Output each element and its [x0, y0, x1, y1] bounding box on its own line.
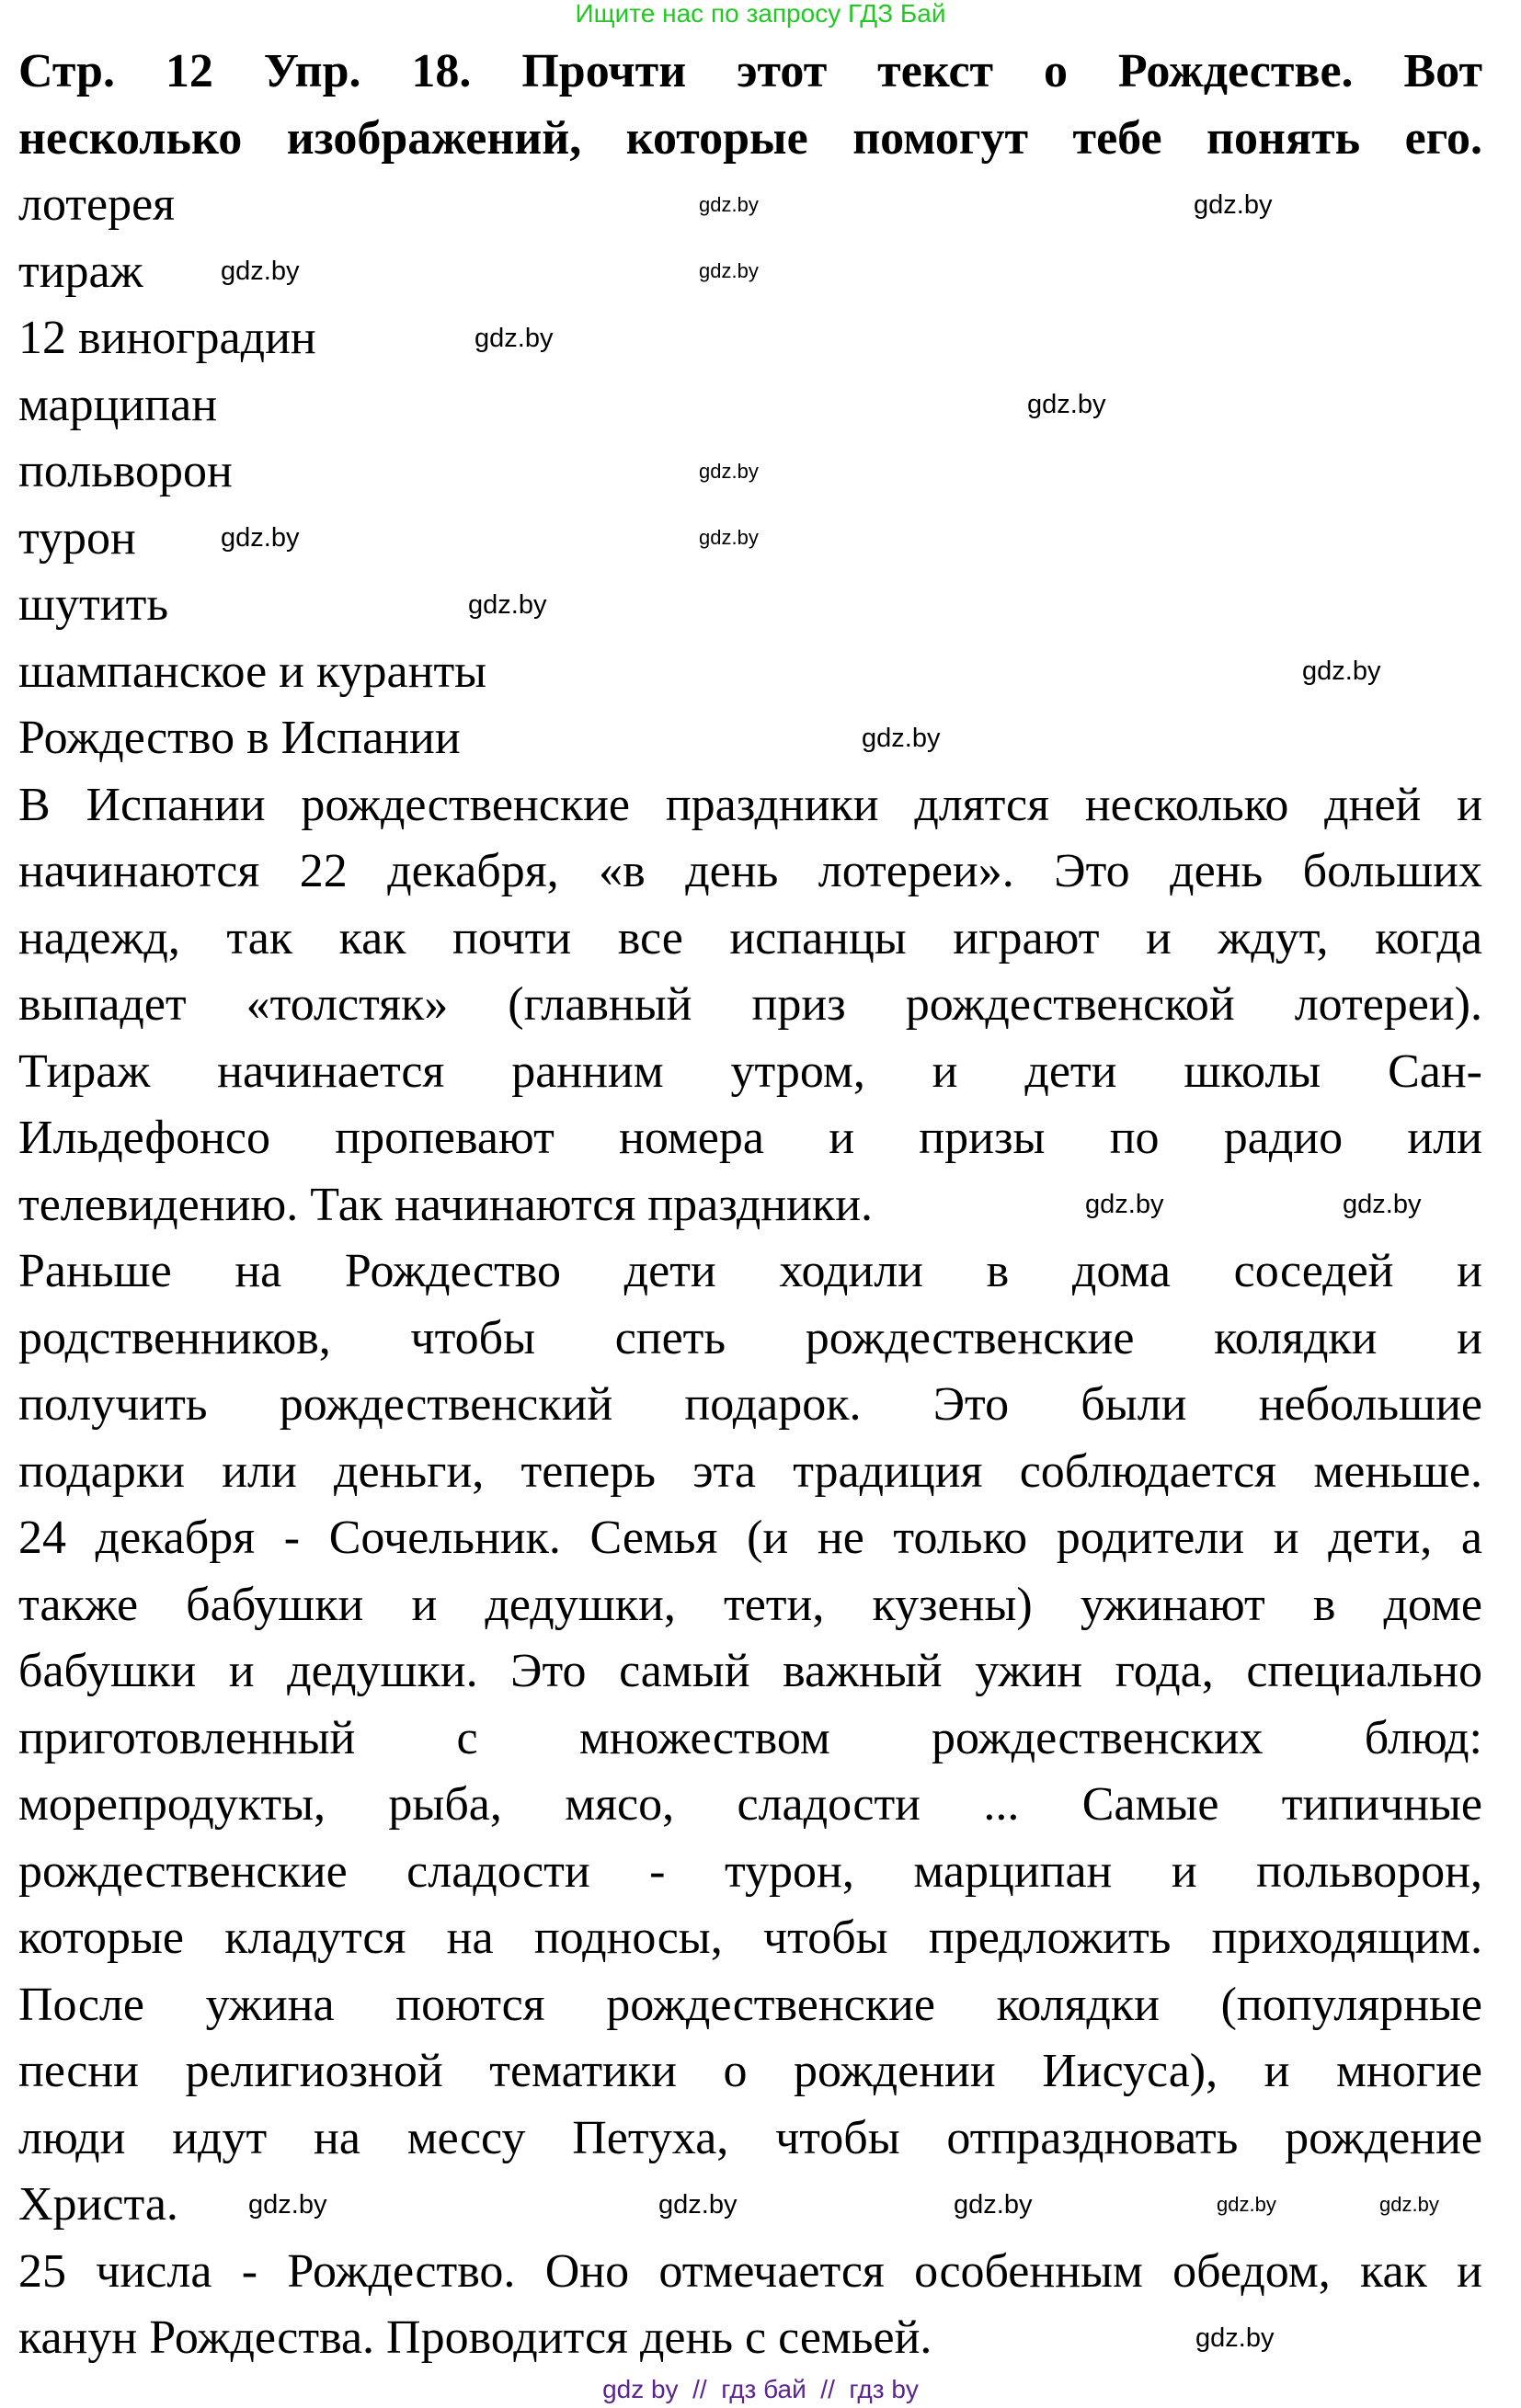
watermark: gdz.by [1217, 2193, 1276, 2216]
paragraph-line: выпадет «толстяк» (главный приз рождественской лотереи). [18, 978, 1482, 1031]
exercise-text [18, 39, 1482, 2372]
exercise-title-line: Стр. 12 Упр. 18. Прочти этот текст о Рождестве. Вот [18, 45, 1482, 97]
paragraph-line: которые кладутся на подносы, чтобы предложить приходящим. [18, 1912, 1482, 1964]
paragraph-line: подарки или деньги, теперь эта традиция соблюдается меньше. [18, 1444, 1482, 1498]
vocabulary-item: шампанское и куранты [18, 645, 487, 698]
paragraph-line: получить рождественский подарок. Это были небольшие [18, 1378, 1482, 1431]
paragraph-line: 25 числа - Рождество. Оно отмечается особенным обедом, как и [18, 2244, 1482, 2298]
paragraph-line: канун Рождества. Проводится день с семьей. [18, 2311, 932, 2364]
watermark: gdz.by [1379, 2193, 1439, 2216]
search-banner: Ищите нас по запросу ГДЗ Бай [575, 0, 946, 28]
vocabulary-item: польворон [18, 445, 233, 497]
watermark: gdz.by [862, 724, 941, 753]
vocabulary-item: марципан [18, 378, 218, 431]
paragraph-line: После ужина поются рождественские колядки (популярные [18, 1978, 1482, 2031]
watermark: gdz.by [1194, 190, 1273, 220]
paragraph-line: 24 декабря - Сочельник. Семья (и не только родители и дети, а [18, 1512, 1482, 1564]
paragraph-line: песни религиозной тематики о рождении Иисуса), и многие [18, 2045, 1482, 2097]
paragraph-line: родственников, чтобы спеть рождественские колядки и [18, 1311, 1482, 1364]
watermark: gdz.by [1027, 390, 1106, 419]
watermark: gdz.by [658, 2190, 738, 2220]
watermark: gdz.by [221, 523, 300, 553]
paragraph-line: телевидению. Так начинаются праздники. [18, 1178, 874, 1231]
watermark: gdz.by [699, 259, 759, 282]
watermark: gdz.by [1302, 656, 1381, 686]
paragraph-line: В Испании рождественские праздники длятся несколько дней и [18, 778, 1482, 831]
watermark: gdz.by [699, 460, 759, 483]
watermark: gdz.by [221, 257, 300, 286]
paragraph-line: Ильдефонсо пропевают номера и призы по радио или [18, 1112, 1482, 1164]
paragraph-line: рождественские сладости - турон, марципан и польворон, [18, 1844, 1482, 1898]
watermark: gdz.by [1085, 1190, 1164, 1219]
vocabulary-item: Рождество в Испании [18, 712, 461, 764]
vocabulary-item: турон [18, 511, 136, 565]
paragraph-line: люди идут на мессу Петуха, чтобы отпраздновать рождение [18, 2111, 1482, 2164]
vocabulary-item: тираж [18, 245, 143, 298]
paragraph-line: бабушки и дедушки. Это самый важный ужин года, специально [18, 1645, 1482, 1697]
vocabulary-item: шутить [18, 578, 169, 631]
vocabulary-item: лотерея [18, 178, 176, 231]
footer-links: gdz by // гдз бай // гдз by [602, 2375, 919, 2403]
paragraph-line: Тираж начинается ранним утром, и дети школы Сан- [18, 1044, 1482, 1098]
paragraph-line: морепродукты, рыба, мясо, сладости ... Самые типичные [18, 1778, 1482, 1831]
watermark: gdz.by [475, 324, 554, 353]
watermark: gdz.by [1195, 2323, 1275, 2353]
paragraph-line: надежд, так как почти все испанцы играют и ждут, когда [18, 911, 1482, 964]
watermark: gdz.by [468, 590, 547, 620]
watermark: gdz.by [954, 2190, 1033, 2220]
paragraph-line: приготовленный с множеством рождественских блюд: [18, 1711, 1482, 1764]
paragraph-line: Христа. [18, 2178, 178, 2231]
exercise-title-line: несколько изображений, которые помогут тебе понять его. [18, 111, 1482, 165]
vocabulary-item: 12 виноградин [18, 312, 316, 364]
paragraph-line: начинаются 22 декабря, «в день лотереи». Это день больших [18, 845, 1482, 897]
paragraph-line: Раньше на Рождество дети ходили в дома соседей и [18, 1245, 1482, 1297]
watermark: gdz.by [248, 2190, 327, 2220]
watermark: gdz.by [1343, 1190, 1422, 1219]
paragraph-line: также бабушки и дедушки, тети, кузены) ужинают в доме [18, 1578, 1482, 1631]
watermark: gdz.by [699, 193, 759, 216]
watermark: gdz.by [699, 526, 759, 549]
